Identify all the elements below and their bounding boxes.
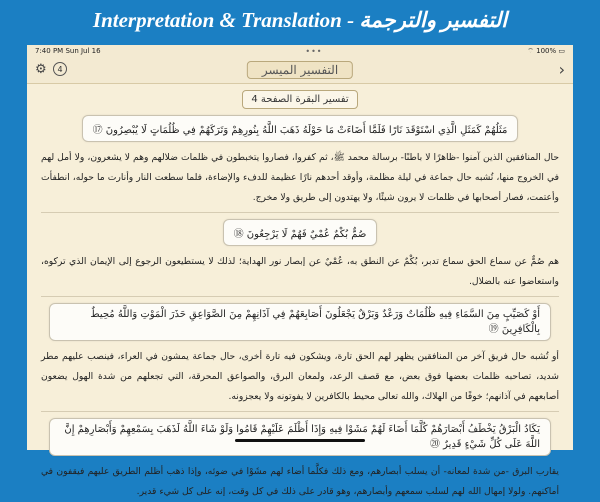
divider [41, 411, 559, 412]
page-number-badge[interactable]: 4 [53, 62, 67, 76]
battery-percent: 100% [536, 46, 557, 55]
verse-18[interactable]: صُمٌّ بُكْمٌ عُمْيٌ فَهُمْ لَا يَرْجِعُونَ ⑱ [223, 219, 378, 246]
tafsir-19: أو تُشبه حال فريق آخر من المنافقين يظهر لهم الحق تارة، ويشكون فيه تارة أخرى، حال جماعة يمشون في العراء، فينصب عليهم مطر شديد، تصاحبه ظلمات بعضها فوق بعض، مع قصف الرعد، ولمعان البرق، والصواعق المحرقة، التي تجعلهم من شدة الهول يضعون أصابعهم في آذانهم؛ خوفًا من الهلاك، والله تعالى محيط بالكافرين لا يفوتونه ولا يعجزونه. [41, 351, 559, 402]
home-indicator[interactable] [235, 439, 365, 442]
tafsir-20: يقارب البرق -من شدة لمعانه- أن يسلب أبصارهم، ومع ذلك فكلَّما أضاء لهم مشَوْا في ضوئه، وإذا ذهب أظلم الطريق عليهم فيقفون في أماكنهم. ولولا إمهال الله لهم لسلب سمعهم وأبصارهم، وهو قادر على ذلك في كل وقت، إنه على كل شيء قدير. [41, 466, 559, 497]
multitask-dots[interactable]: ••• [305, 46, 323, 56]
status-right [527, 47, 565, 56]
status-date: Sun Jul 16 [65, 47, 101, 55]
chevron-right-icon[interactable]: › [558, 60, 565, 79]
ipad-screen [27, 45, 573, 497]
status-time-date [35, 47, 101, 55]
wifi-icon: ⌔ [527, 46, 534, 55]
banner-title: Interpretation & Translation - التفسير والترجمة [0, 0, 600, 40]
status-time: 7:40 PM [35, 47, 64, 55]
tafsir-17: حال المنافقين الذين آمنوا -ظاهرًا لا باطنًا- برسالة محمد ﷺ، ثم كفروا، فصاروا يتخبطون في ظلمات ضلالهم وهم لا يشعرون، ولا أمل لهم في الخروج منها، تُشبه حال جماعة في ليلة مظلمة، وأوقد أحدهم نارًا عظيمة للدفء والإضاءة، فلما سطعت النار وأنارت ما حوله، انطفأت وأعتمت، فصار أصحابها في ظلمات لا يرون شيئًا، ولا يهتدون إلى طريق ولا مخرج. [41, 152, 559, 203]
app-title-logo: التفسير الميسر [247, 61, 353, 79]
status-bar [27, 45, 573, 57]
nav-bar [27, 57, 573, 84]
verse-19[interactable]: أَوْ كَصَيِّبٍ مِنَ السَّمَاءِ فِيهِ ظُلُمَاتٌ وَرَعْدٌ وَبَرْقٌ يَجْعَلُونَ أَصَابِعَهُمْ فِي آذَانِهِمْ مِنَ الصَّوَاعِقِ حَذَرَ الْمَوْتِ وَاللَّهُ مُحِيطٌ بِالْكَافِرِينَ ⑲ [49, 303, 551, 341]
section-title: تفسير البقرة الصفحة 4 [242, 90, 357, 109]
tafsir-18: هم صُمٌّ عن سماع الحق سماع تدبر، بُكْمٌ عن النطق به، عُمْيٌ عن إبصار نور الهداية؛ لذلك لا يستطيعون الرجوع إلى الإيمان الذي تركوه، واستعاضوا عنه بالضلال. [41, 256, 559, 287]
battery-icon: ▭ [558, 46, 565, 55]
divider [41, 296, 559, 297]
divider [41, 212, 559, 213]
verse-20[interactable]: يَكَادُ الْبَرْقُ يَخْطَفُ أَبْصَارَهُمْ كُلَّمَا أَضَاءَ لَهُمْ مَشَوْا فِيهِ وَإِذَا أَظْلَمَ عَلَيْهِمْ قَامُوا وَلَوْ شَاءَ اللَّهُ لَذَهَبَ بِسَمْعِهِمْ وَأَبْصَارِهِمْ إِنَّ اللَّهَ عَلَى كُلِّ شَيْءٍ قَدِيرٌ ⑳ [49, 418, 551, 456]
gear-icon[interactable]: ⚙ [35, 62, 47, 77]
verse-17[interactable]: مَثَلُهُمْ كَمَثَلِ الَّذِي اسْتَوْقَدَ نَارًا فَلَمَّا أَضَاءَتْ مَا حَوْلَهُ ذَهَبَ اللَّهُ بِنُورِهِمْ وَتَرَكَهُمْ فِي ظُلُمَاتٍ لَا يُبْصِرُونَ ⑰ [82, 115, 519, 142]
